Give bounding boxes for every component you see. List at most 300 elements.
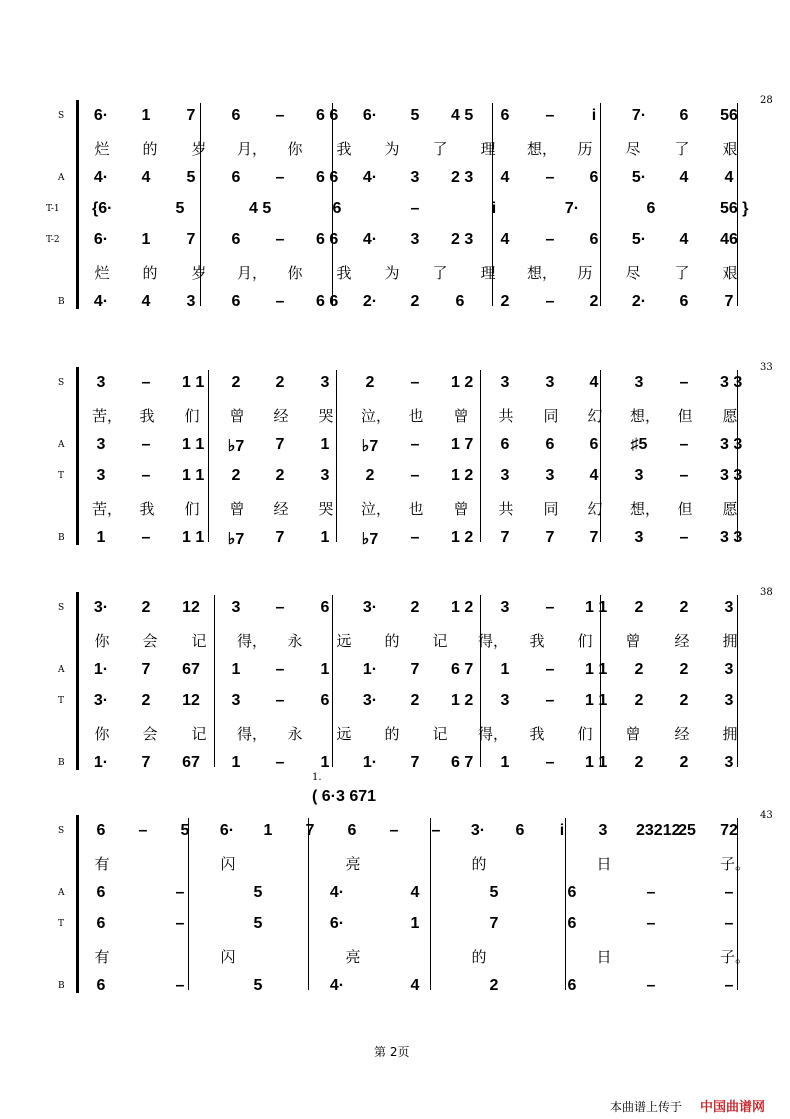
lyric-syllable: 子。 (720, 855, 751, 873)
note: – (275, 692, 285, 709)
note: – (545, 231, 555, 248)
voice-row (0, 527, 790, 559)
note: 6 (589, 231, 599, 248)
voice-row (0, 820, 790, 852)
note: – (275, 293, 285, 310)
note: 5 (253, 915, 263, 932)
note: – (410, 200, 420, 217)
lyric-syllable: 烂 (94, 264, 110, 282)
note: 4 5 (451, 107, 474, 124)
note: – (175, 915, 185, 932)
lyric-syllable: 我 (336, 140, 352, 158)
note: 3 (724, 692, 734, 709)
note: 6 (96, 977, 106, 994)
voice-row (0, 198, 790, 230)
note: 2 (231, 467, 241, 484)
note: 3 (598, 822, 608, 839)
note: – (431, 822, 441, 839)
note: 3 (634, 467, 644, 484)
note: 1 (500, 754, 510, 771)
note: 1 (141, 107, 151, 124)
voice-label: A (58, 440, 65, 450)
voice-row (0, 372, 790, 404)
note: 7 (589, 529, 599, 546)
note: – (275, 754, 285, 771)
lyric-syllable: 愿 (722, 500, 738, 518)
note: i (491, 200, 497, 217)
voice-label: S (58, 378, 65, 388)
lyric-row (0, 403, 790, 435)
note: 3 3 (720, 374, 743, 391)
note: 6 (679, 293, 689, 310)
note: 6 (96, 915, 106, 932)
note: – (175, 884, 185, 901)
note: 4 (500, 231, 510, 248)
note: 6 (500, 107, 510, 124)
note: 23212 (636, 822, 681, 839)
lyric-syllable: 永 (287, 725, 303, 743)
note: 2 (634, 692, 644, 709)
voice-label: B (58, 533, 65, 543)
lyric-syllable: 我 (529, 725, 545, 743)
note: 1· (93, 754, 109, 771)
note: 2 (634, 754, 644, 771)
note: 3 (634, 374, 644, 391)
lyric-syllable: 幻 (587, 500, 603, 518)
lyric-syllable: 远 (336, 725, 352, 743)
note: 3 (545, 467, 555, 484)
note: 4· (362, 231, 378, 248)
note: – (275, 107, 285, 124)
note: 5 (253, 884, 263, 901)
lyric-syllable: 我 (139, 500, 155, 518)
note: 7 (186, 107, 196, 124)
note: ♯5 (630, 436, 648, 453)
note: i (559, 822, 565, 839)
voice-row (0, 975, 790, 1007)
note: 5 (253, 977, 263, 994)
lyric-syllable: 的 (471, 855, 487, 873)
note: 1 1 (585, 661, 608, 678)
voice-row (0, 465, 790, 497)
lyric-syllable: 但 (677, 407, 693, 425)
lyric-syllable: 尽 (625, 140, 641, 158)
lyric-syllable: 记 (432, 632, 448, 650)
note: 46 (720, 231, 738, 248)
note: 1 1 (182, 436, 205, 453)
note: 2 (365, 374, 375, 391)
lyric-syllable: 远 (336, 632, 352, 650)
note: 6 (515, 822, 525, 839)
note: – (545, 169, 555, 186)
voice-row (0, 167, 790, 199)
lyric-row (0, 851, 790, 883)
note: 7 (410, 754, 420, 771)
intro-notes: ( 6·3 671 (312, 788, 377, 805)
voice-label: T (58, 696, 65, 706)
note: 3· (93, 692, 109, 709)
note: 2 (634, 661, 644, 678)
lyric-syllable: 历 (577, 140, 593, 158)
note: 2 (679, 754, 689, 771)
note: 4 5 (249, 200, 272, 217)
note: 12 (182, 599, 200, 616)
note: 2 3 (451, 169, 474, 186)
note: 1 2 (451, 467, 474, 484)
note: 3· (362, 599, 378, 616)
lyric-row (0, 628, 790, 660)
note: – (679, 374, 689, 391)
note: – (679, 436, 689, 453)
note: 7 (724, 293, 734, 310)
score-system (0, 362, 790, 558)
lyric-syllable: 也 (408, 407, 424, 425)
note: 6 (545, 436, 555, 453)
note: 1 1 (585, 692, 608, 709)
note: 1 1 (182, 467, 205, 484)
ending-mark: 1. (312, 772, 322, 783)
note: 6 (332, 200, 342, 217)
note: ♭7 (227, 531, 245, 548)
note: 6 (231, 107, 241, 124)
note: 3 (231, 692, 241, 709)
note: ♭7 (361, 438, 379, 455)
note: 3 3 (720, 529, 743, 546)
note: 3 (724, 754, 734, 771)
score-system (0, 95, 790, 322)
note: 2 (410, 599, 420, 616)
lyric-syllable: 愿 (722, 407, 738, 425)
note: 4· (329, 977, 345, 994)
lyric-syllable: 亮 (345, 855, 361, 873)
lyric-syllable: 你 (94, 725, 110, 743)
note: 2 (141, 599, 151, 616)
lyric-syllable: 我 (336, 264, 352, 282)
note: 7 (141, 661, 151, 678)
lyric-syllable: 有 (94, 948, 110, 966)
note: 2 (275, 374, 285, 391)
lyric-syllable: 闪 (220, 855, 236, 873)
score-system (0, 587, 790, 783)
note: – (545, 293, 555, 310)
note: – (545, 599, 555, 616)
measure-number: 33 (760, 362, 773, 373)
note: 1· (362, 754, 378, 771)
voice-label: A (58, 173, 65, 183)
lyric-row (0, 496, 790, 528)
note: 2 (634, 599, 644, 616)
note: 4· (93, 169, 109, 186)
note: 67 (182, 754, 200, 771)
note: 5 (180, 822, 190, 839)
lyric-syllable: 记 (432, 725, 448, 743)
note: 2 (679, 661, 689, 678)
note: – (545, 107, 555, 124)
lyric-syllable: 同 (543, 500, 559, 518)
note: 1 (500, 661, 510, 678)
note: – (724, 884, 734, 901)
note: 3· (93, 599, 109, 616)
lyric-syllable: 记 (191, 632, 207, 650)
lyric-syllable: 了 (432, 264, 448, 282)
lyric-syllable: 历 (577, 264, 593, 282)
note: 5 (489, 884, 499, 901)
lyric-syllable: 同 (543, 407, 559, 425)
lyric-syllable: 了 (674, 264, 690, 282)
note: – (389, 822, 399, 839)
note: – (679, 467, 689, 484)
note: 6· (93, 231, 109, 248)
note: 1 7 (451, 436, 474, 453)
lyric-syllable: 岁 (191, 264, 207, 282)
note: 1· (362, 661, 378, 678)
voice-row (0, 752, 790, 784)
lyric-syllable: 哭 (318, 407, 334, 425)
note: 2 3 (451, 231, 474, 248)
note: 2 (141, 692, 151, 709)
note: 6 (231, 293, 241, 310)
note: 4 (724, 169, 734, 186)
note: 1 (96, 529, 106, 546)
note: – (141, 529, 151, 546)
measure-number: 38 (760, 587, 773, 598)
lyric-syllable: 为 (384, 264, 400, 282)
lyric-syllable: 曾 (625, 725, 641, 743)
voice-label: S (58, 603, 65, 613)
note: {6· (92, 200, 113, 217)
note: 7 (305, 822, 315, 839)
note: ♭7 (361, 531, 379, 548)
note: 56 (720, 107, 738, 124)
voice-label: T (58, 919, 65, 929)
voice-label: B (58, 981, 65, 991)
note: 3 (634, 529, 644, 546)
lyric-syllable: 你 (287, 140, 303, 158)
note: 4· (93, 293, 109, 310)
note: 2 (679, 692, 689, 709)
note: 6 (231, 231, 241, 248)
note: 2 (275, 467, 285, 484)
note: 1 (141, 231, 151, 248)
voice-label: S (58, 111, 65, 121)
voice-label: T (58, 471, 65, 481)
lyric-syllable: 共 (498, 500, 514, 518)
note: – (141, 467, 151, 484)
lyric-syllable: 的 (471, 948, 487, 966)
voice-label: T-2 (46, 235, 60, 245)
voice-row (0, 291, 790, 323)
note: 4 (141, 169, 151, 186)
note: – (141, 436, 151, 453)
note: 6 (567, 915, 577, 932)
voice-row (0, 882, 790, 914)
note: 3· (470, 822, 486, 839)
lyric-syllable: 曾 (453, 407, 469, 425)
voice-row (0, 434, 790, 466)
lyric-syllable: 记 (191, 725, 207, 743)
lyric-syllable: 泣， (361, 500, 392, 518)
note: – (545, 661, 555, 678)
lyric-syllable: 拥 (722, 632, 738, 650)
note: 1 (320, 754, 330, 771)
note: 3 3 (720, 467, 743, 484)
lyric-syllable: 拥 (722, 725, 738, 743)
lyric-syllable: 永 (287, 632, 303, 650)
note: – (545, 692, 555, 709)
note: – (724, 977, 734, 994)
lyric-syllable: 艰 (722, 140, 738, 158)
note: 1 2 (451, 529, 474, 546)
lyric-syllable: 泣， (361, 407, 392, 425)
measure-number: 43 (760, 810, 773, 821)
lyric-syllable: 经 (273, 500, 289, 518)
note: 1 (320, 436, 330, 453)
lyric-syllable: 你 (94, 632, 110, 650)
note: 67 (182, 661, 200, 678)
note: 4 (589, 374, 599, 391)
note: 12 (182, 692, 200, 709)
lyric-syllable: 想， (527, 264, 558, 282)
voice-label: B (58, 297, 65, 307)
lyric-syllable: 曾 (229, 500, 245, 518)
lyric-syllable: 为 (384, 140, 400, 158)
lyric-syllable: 曾 (229, 407, 245, 425)
note: 6 (320, 692, 330, 709)
note: 3· (362, 692, 378, 709)
lyric-syllable: 经 (674, 632, 690, 650)
note: 6· (219, 822, 235, 839)
note: i (591, 107, 597, 124)
lyric-syllable: 子。 (720, 948, 751, 966)
voice-row (0, 105, 790, 137)
lyric-syllable: 月， (237, 264, 268, 282)
note: – (646, 915, 656, 932)
lyric-syllable: 理 (480, 264, 496, 282)
note: 1 2 (451, 692, 474, 709)
note: 3 (96, 467, 106, 484)
note: 3 (320, 374, 330, 391)
lyric-syllable: 曾 (625, 632, 641, 650)
lyric-syllable: 的 (384, 725, 400, 743)
note: 3 (724, 599, 734, 616)
lyric-row (0, 721, 790, 753)
note: 3 (96, 374, 106, 391)
lyric-syllable: 们 (184, 407, 200, 425)
note: 3 (500, 374, 510, 391)
voice-row (0, 597, 790, 629)
note: 4 (679, 169, 689, 186)
note: 4· (362, 169, 378, 186)
note: 6 7 (451, 754, 474, 771)
note: 3 (545, 374, 555, 391)
page-footer: 第 2页 (374, 1045, 410, 1059)
voice-row (0, 229, 790, 261)
note: 2 (410, 692, 420, 709)
note: 5 (410, 107, 420, 124)
note: 7 (186, 231, 196, 248)
note: 4 (141, 293, 151, 310)
lyric-syllable: 会 (142, 725, 158, 743)
note: 5· (631, 169, 647, 186)
note: 6 (567, 884, 577, 901)
score-system (0, 772, 790, 1006)
note: 3 (500, 599, 510, 616)
note: 1 (231, 661, 241, 678)
note: 6 (96, 884, 106, 901)
note: 6 (500, 436, 510, 453)
note: 6 7 (451, 661, 474, 678)
lyric-syllable: 得， (478, 725, 509, 743)
note: 3 (724, 661, 734, 678)
note: 6 6 (316, 107, 339, 124)
note: 7 (489, 915, 499, 932)
note: 6 (320, 599, 330, 616)
note: 3 (500, 467, 510, 484)
lyric-syllable: 苦， (92, 500, 123, 518)
note: 1· (93, 661, 109, 678)
lyric-syllable: 闪 (220, 948, 236, 966)
note: 2· (631, 293, 647, 310)
lyric-syllable: 的 (142, 140, 158, 158)
note: 5 (175, 200, 185, 217)
note: 3 (320, 467, 330, 484)
note: 4 (410, 884, 420, 901)
voice-label: A (58, 888, 65, 898)
note: 1 (263, 822, 273, 839)
voice-row (0, 913, 790, 945)
note: 2 (410, 293, 420, 310)
lyric-syllable: 们 (184, 500, 200, 518)
voice-label: A (58, 665, 65, 675)
note: 2 (231, 374, 241, 391)
note: 1 (410, 915, 420, 932)
note: 1 1 (585, 754, 608, 771)
lyric-syllable: 烂 (94, 140, 110, 158)
lyric-syllable: 共 (498, 407, 514, 425)
note: 6· (329, 915, 345, 932)
note: 6 (679, 107, 689, 124)
note: 5 (186, 169, 196, 186)
note: – (646, 884, 656, 901)
lyric-syllable: 想， (527, 140, 558, 158)
note: 7 (410, 661, 420, 678)
measure-number: 28 (760, 95, 773, 106)
note: 4 (500, 169, 510, 186)
lyric-syllable: 尽 (625, 264, 641, 282)
note: – (141, 374, 151, 391)
lyric-syllable: 们 (577, 725, 593, 743)
note: – (275, 169, 285, 186)
lyric-syllable: 我 (139, 407, 155, 425)
lyric-syllable: 日 (596, 948, 612, 966)
note: 1 (231, 754, 241, 771)
uploader-text: 本曲谱上传于 (610, 1100, 683, 1114)
note: 6 (231, 169, 241, 186)
note: 6 6 (316, 231, 339, 248)
note: 6 6 (316, 293, 339, 310)
voice-row (0, 659, 790, 691)
note: – (410, 467, 420, 484)
note: – (275, 661, 285, 678)
note: 7 (500, 529, 510, 546)
note: 2 (589, 293, 599, 310)
lyric-syllable: 艰 (722, 264, 738, 282)
note: – (410, 529, 420, 546)
lyric-row (0, 944, 790, 976)
note: 6· (362, 107, 378, 124)
note: 6· (93, 107, 109, 124)
note: 1 1 (585, 599, 608, 616)
